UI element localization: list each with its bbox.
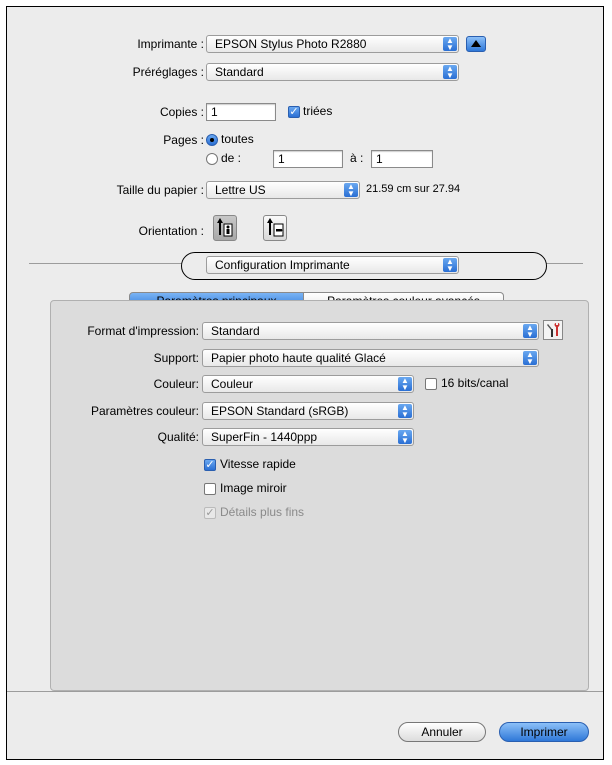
popup-arrows-icon: ▲ ▼	[443, 258, 457, 272]
pages-to-label: à :	[350, 151, 364, 165]
paper-dimensions-text: 21.59 cm sur 27.94	[366, 183, 461, 195]
copies-label: Copies :	[159, 105, 204, 119]
pages-from-field[interactable]: 1	[273, 150, 343, 168]
color-settings-value: EPSON Standard (sRGB)	[211, 404, 349, 418]
color-label: Couleur:	[153, 377, 199, 391]
bottom-divider	[7, 691, 603, 692]
presets-value: Standard	[215, 65, 264, 79]
orientation-label: Orientation :	[138, 224, 204, 238]
popup-arrows-icon: ▲ ▼	[523, 351, 537, 365]
finest-detail-checkbox: ✓	[205, 507, 215, 519]
collate-checkbox[interactable]: ✓	[289, 106, 299, 118]
finest-detail-label: Détails plus fins	[220, 505, 305, 519]
print-format-label: Format d'impression:	[87, 324, 199, 338]
quality-value: SuperFin - 1440ppp	[211, 430, 318, 444]
bits16-checkbox[interactable]	[425, 378, 437, 390]
orientation-portrait-button[interactable]	[213, 215, 237, 241]
printer-popup[interactable]	[206, 35, 459, 53]
triangle-up-icon	[467, 37, 485, 51]
paper-size-label: Taille du papier :	[116, 183, 204, 197]
color-value: Couleur	[211, 377, 254, 391]
orientation-landscape-button[interactable]	[263, 215, 287, 241]
printer-value: EPSON Stylus Photo R2880	[215, 37, 367, 51]
media-label: Support:	[153, 351, 199, 365]
presets-label: Préréglages :	[132, 65, 204, 79]
portrait-orientation-icon	[214, 216, 236, 240]
quality-label: Qualité:	[157, 430, 199, 444]
printer-label: Imprimante :	[137, 37, 204, 51]
print-button[interactable]: Imprimer	[499, 722, 589, 742]
copies-field[interactable]: 1	[206, 103, 276, 121]
popup-arrows-icon: ▲ ▼	[443, 65, 457, 79]
paper-size-value: Lettre US	[215, 183, 266, 197]
bits16-label: 16 bits/canal	[441, 376, 509, 390]
section-popup[interactable]	[206, 256, 459, 274]
media-popup[interactable]	[202, 349, 539, 367]
tools-button[interactable]	[543, 320, 563, 340]
high-speed-label: Vitesse rapide	[220, 457, 296, 471]
pages-all-label: toutes	[221, 132, 254, 146]
popup-arrows-icon: ▲ ▼	[398, 430, 412, 444]
color-popup[interactable]	[202, 375, 414, 393]
mirror-label: Image miroir	[220, 481, 287, 495]
disclosure-toggle-button[interactable]	[466, 36, 486, 52]
landscape-orientation-icon	[264, 216, 286, 240]
color-settings-label: Paramètres couleur:	[90, 404, 199, 418]
pages-range-radio[interactable]	[206, 153, 218, 165]
popup-arrows-icon: ▲ ▼	[344, 183, 358, 197]
high-speed-checkbox[interactable]: ✓	[205, 459, 215, 471]
media-value: Papier photo haute qualité Glacé	[211, 351, 386, 365]
popup-arrows-icon: ▲ ▼	[443, 37, 457, 51]
color-settings-popup[interactable]	[202, 402, 414, 420]
pages-label: Pages :	[163, 133, 204, 147]
tools-icon	[544, 321, 562, 339]
mirror-checkbox[interactable]	[204, 483, 216, 495]
quality-popup[interactable]	[202, 428, 414, 446]
pages-all-radio[interactable]	[206, 134, 218, 146]
popup-arrows-icon: ▲ ▼	[523, 324, 537, 338]
section-popup-value: Configuration Imprimante	[215, 258, 350, 272]
paper-size-popup[interactable]	[206, 181, 360, 199]
presets-popup[interactable]	[206, 63, 459, 81]
print-format-popup[interactable]	[202, 322, 539, 340]
pages-from-label: de :	[221, 151, 242, 165]
popup-arrows-icon: ▲ ▼	[398, 377, 412, 391]
print-dialog	[6, 6, 604, 760]
popup-arrows-icon: ▲ ▼	[398, 404, 412, 418]
print-format-value: Standard	[211, 324, 260, 338]
collate-label: triées	[303, 104, 333, 118]
pages-to-field[interactable]: 1	[371, 150, 433, 168]
cancel-button[interactable]: Annuler	[398, 722, 486, 742]
